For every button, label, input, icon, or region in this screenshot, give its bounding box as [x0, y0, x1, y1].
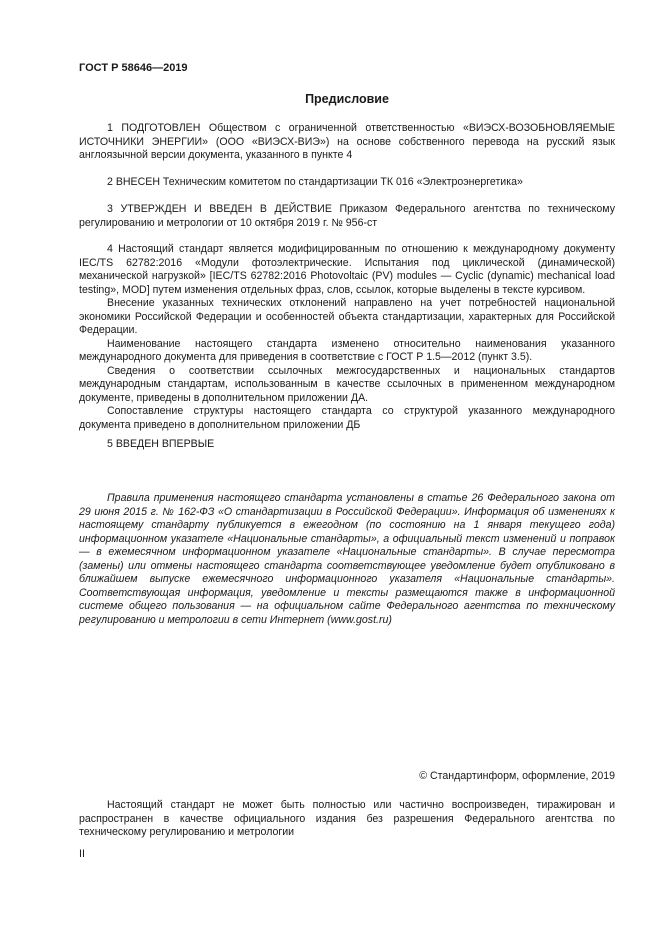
item-4-paragraph: Наименование настоящего стандарта изменено относительно наименования указанного международного документа для приведения в соответствие с ГОСТ Р 1.5—2012 (пункт 3.5).	[79, 337, 615, 363]
preface-item-1	[79, 122, 615, 163]
page-number: II	[79, 848, 85, 860]
preface-item-4	[79, 243, 615, 432]
item-2-text: 2 ВНЕСЕН Техническим комитетом по стандартизации ТК 016 «Электроэнергетика»	[107, 176, 523, 188]
copyright-line: © Стандартинформ, оформление, 2019	[419, 770, 615, 782]
reproduction-notice	[79, 799, 615, 840]
preface-item-2	[79, 176, 615, 190]
preface-item-3	[79, 203, 615, 230]
item-4-paragraph: Сопоставление структуры настоящего стандарта со структурой указанного международного документа приведено в дополнительном приложении ДБ	[79, 405, 615, 431]
item-3-text: 3 УТВЕРЖДЕН И ВВЕДЕН В ДЕЙСТВИЕ Приказом Федерального агентства по техническому регулированию и метрологии от 10 октября 2019 г. № 956-ст	[79, 203, 615, 229]
item-4-paragraph: Сведения о соответствии ссылочных межгосударственных и национальных стандартов международным стандартам, использованным в качестве ссылочных в примененном международном документе, приведены в дополнительном приложении ДА.	[79, 364, 615, 404]
item-4-paragraph: 4 Настоящий стандарт является модифицированным по отношению к международному документу IEC/TS 62782:2016 «Модули фотоэлектрические. Испытания под циклической (динамической) механической нагрузкой» [IEC/TS 62782:2016 Photovoltaic (PV) modules — Cyclic (dynamic) mechanical load testing», MOD] путем изменения отдельных фраз, слов, ссылок, которые выделены в тексте курсивом.	[79, 243, 615, 296]
preface-item-5	[79, 438, 615, 452]
reproduction-notice-text: Настоящий стандарт не может быть полностью или частично воспроизведен, тиражирован и распространен в качестве официального издания без разрешения Федерального агентства по техническому регулированию и метрологии	[79, 799, 615, 838]
rules-text: Правила применения настоящего стандарта установлены в статье 26 Федерального закона от 29 июня 2015 г. № 162-ФЗ «О стандартизации в Российской Федерации». Информация об изменениях к настоящему стандарту публикуется в ежегодном (по состоянию на 1 января текущего года) информационном указателе «Национальные стандарты», а официальный текст изменений и поправок — в ежемесячном информационном указателе «Национальные стандарты». В случае пересмотра (замены) или отмены настоящего стандарта соответствующее уведомление будет опубликовано в ближайшем выпуске ежемесячного информационного указателя «Национальные стандарты». Соответствующая информация, уведомление и тексты размещаются также в информационной системе общего пользования — на официальном сайте Федерального агентства по техническому регулированию и метрологии в сети Интернет (www.gost.ru)	[79, 492, 615, 626]
preface-title: Предисловие	[305, 92, 389, 106]
item-4-paragraph: Внесение указанных технических отклонений направлено на учет потребностей национальной экономики Российской Федерации и особенностей объекта стандартизации, характерных для Российской Федерации.	[79, 297, 615, 336]
item-1-text: 1 ПОДГОТОВЛЕН Обществом с ограниченной ответственностью «ВИЭСХ-ВОЗОБНОВЛЯЕМЫЕ ИСТОЧНИКИ ЭНЕРГИИ» (ООО «ВИЭСХ-ВИЭ») на основе собственного перевода на русский язык англоязычной версии документа, указанного в пункте 4	[79, 122, 615, 161]
rules-of-application	[79, 492, 615, 627]
item-5-text: 5 ВВЕДЕН ВПЕРВЫЕ	[107, 438, 215, 450]
standard-code-header: ГОСТ Р 58646—2019	[79, 62, 188, 74]
